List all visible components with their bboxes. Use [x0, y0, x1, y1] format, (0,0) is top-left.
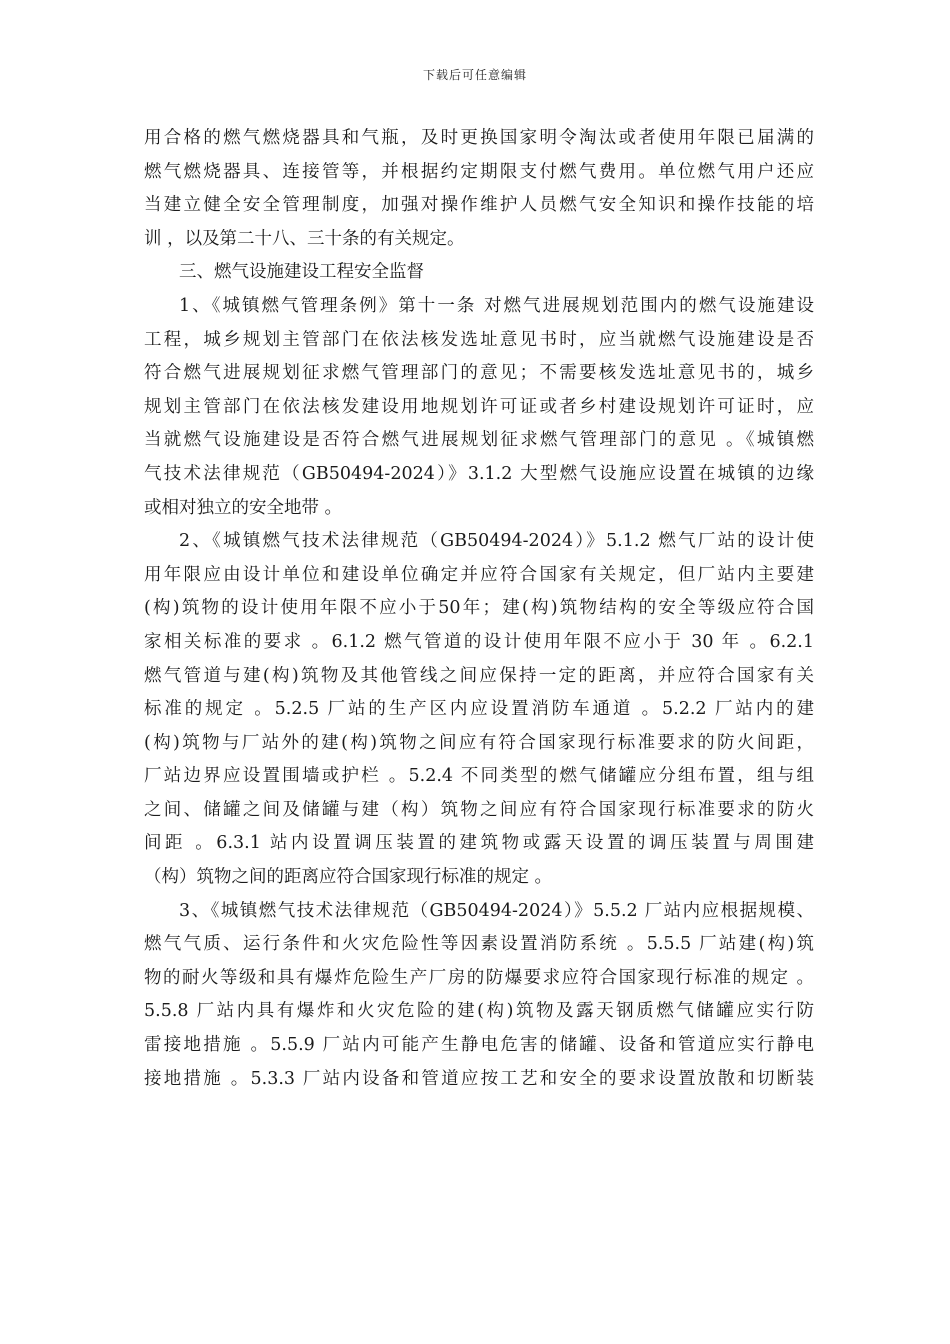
text-line: 物的耐火等级和具有爆炸危险生产厂房的防爆要求应符合国家现行标准的规定 。 [144, 967, 814, 988]
text-line: 用合格的燃气燃烧器具和气瓶，及时更换国家明令淘汰或者使用年限已届满的 [144, 128, 814, 148]
text-line: 训 ，以及第二十八、三十条的有关规定。 [144, 228, 465, 249]
paragraph-start-line: 2、《城镇燃气技术法律规范（GB50494-2024）》5.1.2 燃气厂站的设计使 [179, 531, 814, 552]
text-line: 或相对独立的安全地带 。 [144, 497, 343, 518]
paragraph-start-line: 三、燃气设施建设工程安全监督 [179, 262, 424, 283]
text-line: 燃气管道与建(构)筑物及其他管线之间应保持一定的距离，并应符合国家有关 [144, 665, 814, 686]
text-line: 标准的规定 。5.2.5 厂站的生产区内应设置消防车通道 。5.2.2 厂站内的建 [144, 699, 814, 720]
text-line: 燃气气质、运行条件和火灾危险性等因素设置消防系统 。5.5.5 厂站建(构)筑 [144, 934, 814, 955]
text-line: 气技术法律规范（GB50494-2024）》3.1.2 大型燃气设施应设置在城镇的边缘 [144, 463, 814, 484]
text-line: 间距 。6.3.1 站内设置调压装置的建筑物或露天设置的调压装置与周围建 [144, 833, 814, 854]
text-line: 厂站边界应设置围墙或护栏 。5.2.4 不同类型的燃气储罐应分组布置，组与组 [144, 766, 814, 787]
text-line: 用年限应由设计单位和建设单位确定并应符合国家有关规定，但厂站内主要建 [144, 564, 814, 585]
document-body [144, 122, 814, 1096]
text-line: （构）筑物之间的距离应符合国家现行标准的规定 。 [144, 867, 553, 888]
text-line: (构)筑物与厂站外的建(构)筑物之间应有符合国家现行标准要求的防火间距， [144, 732, 814, 753]
text-line: (构)筑物的设计使用年限不应小于50年；建(构)筑物结构的安全等级应符合国 [144, 598, 814, 619]
paragraph-start-line: 3、《城镇燃气技术法律规范（GB50494-2024）》5.5.2 厂站内应根据规模、 [179, 900, 814, 921]
text-line: 当就燃气设施建设是否符合燃气进展规划征求燃气管理部门的意见 。《城镇燃 [144, 430, 814, 451]
text-line: 接地措施 。5.3.3 厂站内设备和管道应按工艺和安全的要求设置放散和切断装 [144, 1068, 814, 1089]
text-line: 工程，城乡规划主管部门在依法核发选址意见书时，应当就燃气设施建设是否 [144, 329, 814, 350]
text-line: 规划主管部门在依法核发建设用地规划许可证或者乡村建设规划许可证时，应 [144, 396, 814, 417]
text-line: 当建立健全安全管理制度，加强对操作维护人员燃气安全知识和操作技能的培 [144, 195, 814, 216]
paragraph-start-line: 1、《城镇燃气管理条例》第十一条 对燃气进展规划范围内的燃气设施建设 [179, 295, 814, 316]
text-line: 家相关标准的要求 。6.1.2 燃气管道的设计使用年限不应小于 30 年 。6.2.1 [144, 631, 814, 652]
text-line: 燃气燃烧器具、连接管等，并根据约定期限支付燃气费用。单位燃气用户还应 [144, 161, 814, 182]
page-header-note: 下载后可任意编辑 [422, 68, 527, 82]
text-line: 5.5.8 厂站内具有爆炸和火灾危险的建(构)筑物及露天钢质燃气储罐应实行防 [144, 1001, 814, 1022]
text-line: 之间、储罐之间及储罐与建（构）筑物之间应有符合国家现行标准要求的防火 [144, 799, 814, 820]
text-line: 符合燃气进展规划征求燃气管理部门的意见；不需要核发选址意见书的，城乡 [144, 363, 814, 384]
text-line: 雷接地措施 。5.5.9 厂站内可能产生静电危害的储罐、设备和管道应实行静电 [144, 1035, 814, 1056]
